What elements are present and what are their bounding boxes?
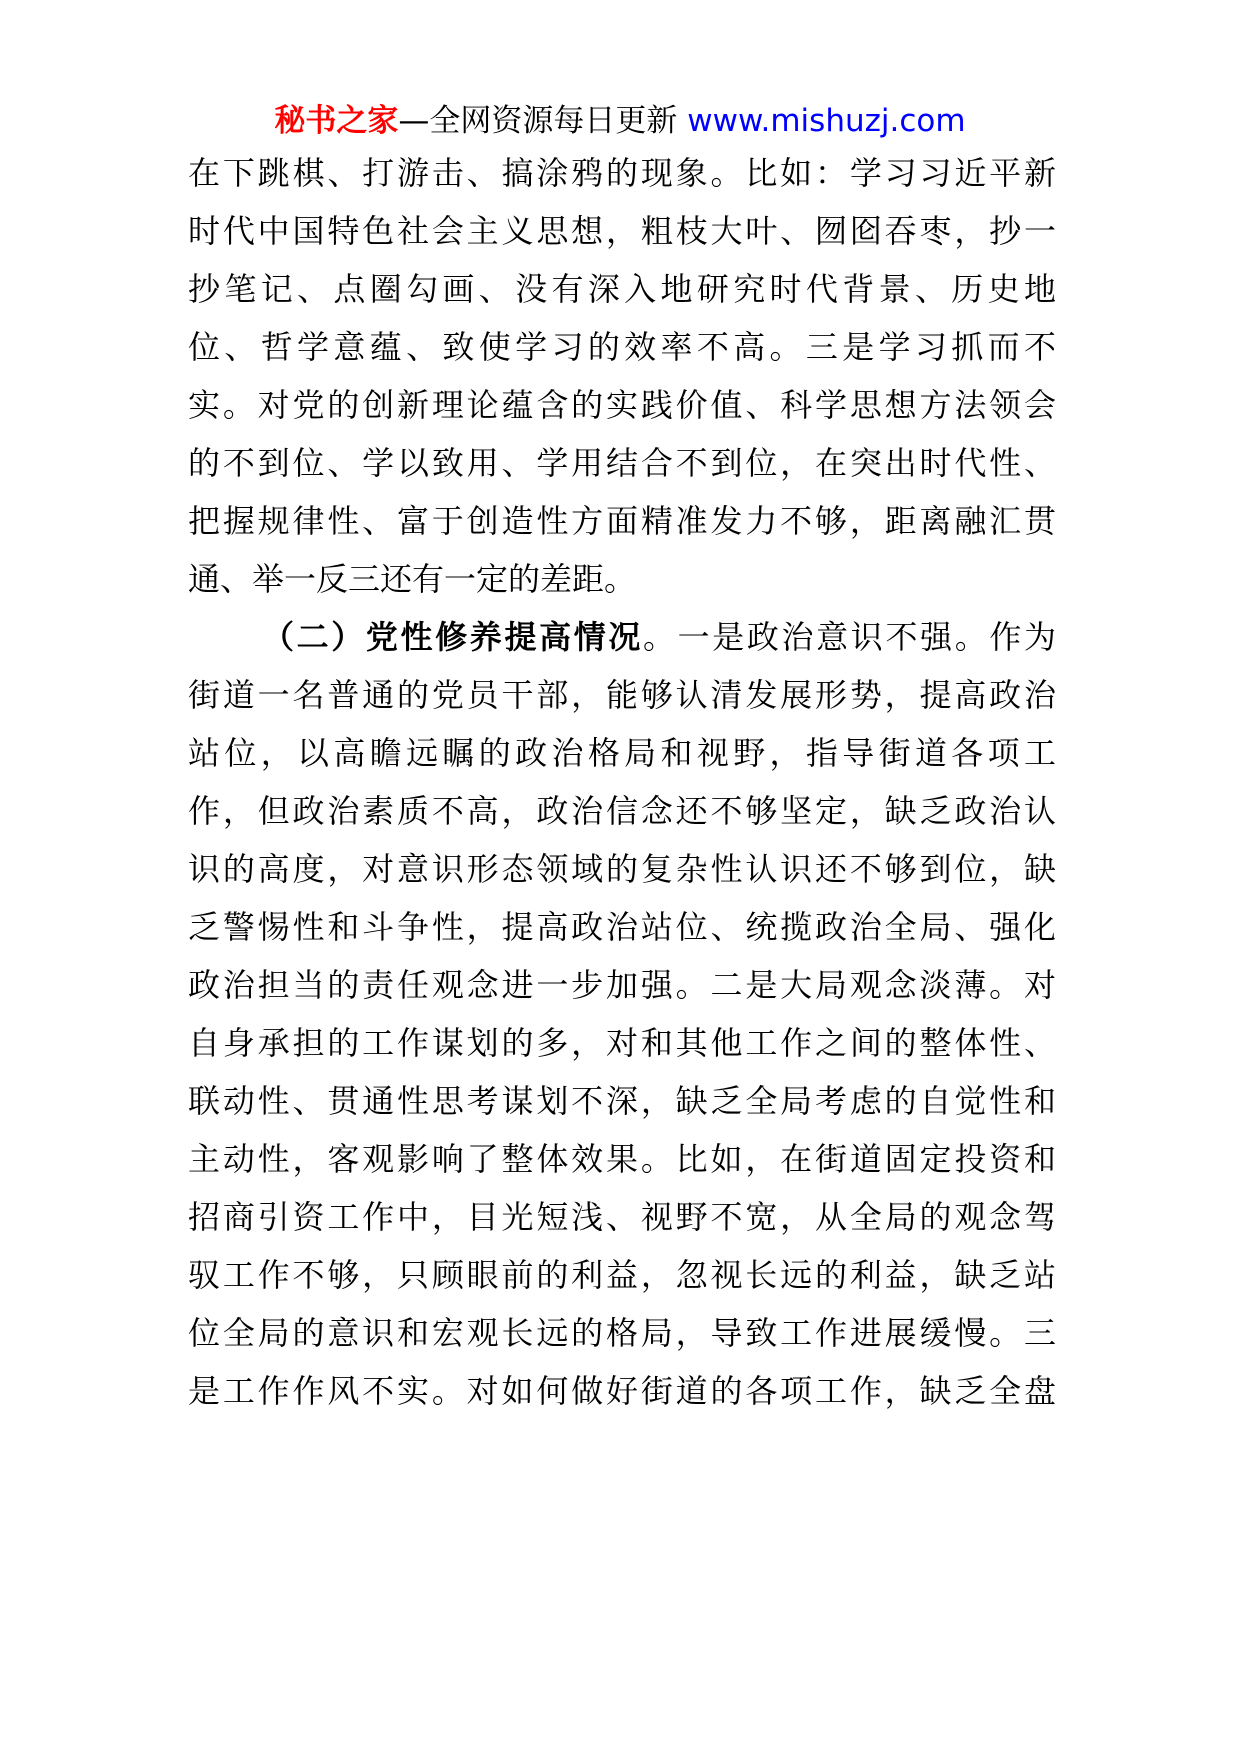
body-line-text: 时代中国特色社会主义思想，粗枝大叶、囫囵吞枣，抄一 bbox=[188, 212, 1056, 250]
body-line bbox=[0, 1243, 1240, 1307]
body-line bbox=[0, 315, 1240, 379]
section-2-first-line bbox=[0, 605, 1240, 669]
body-line bbox=[0, 1127, 1240, 1191]
body-line bbox=[0, 257, 1240, 321]
body-line-text: 把握规律性、富于创造性方面精准发力不够，距离融汇贯 bbox=[188, 502, 1056, 540]
body-line-text: 招商引资工作中，目光短浅、视野不宽，从全局的观念驾 bbox=[188, 1198, 1056, 1236]
body-line-text: 街道一名普通的党员干部，能够认清发展形势，提高政治 bbox=[188, 676, 1056, 714]
body-line bbox=[0, 489, 1240, 553]
header-slogan: —全网资源每日更新 bbox=[398, 103, 688, 139]
body-line-text: 作，但政治素质不高，政治信念还不够坚定，缺乏政治认 bbox=[188, 792, 1056, 830]
body-line bbox=[0, 547, 1240, 611]
body-line-text: 的不到位、学以致用、学用结合不到位，在突出时代性、 bbox=[188, 444, 1056, 482]
body-line bbox=[0, 373, 1240, 437]
body-line-text: 实。对党的创新理论蕴含的实践价值、科学思想方法领会 bbox=[188, 386, 1056, 424]
body-line bbox=[0, 431, 1240, 495]
body-line-text: 位、哲学意蕴、致使学习的效率不高。三是学习抓而不 bbox=[188, 328, 1056, 366]
body-line-text: 识的高度，对意识形态领域的复杂性认识还不够到位，缺 bbox=[188, 850, 1056, 888]
body-line bbox=[0, 1185, 1240, 1249]
body-line bbox=[0, 1011, 1240, 1075]
body-line bbox=[0, 953, 1240, 1017]
body-line-text: 自身承担的工作谋划的多，对和其他工作之间的整体性、 bbox=[188, 1024, 1056, 1062]
body-line-text: 主动性，客观影响了整体效果。比如，在街道固定投资和 bbox=[188, 1140, 1056, 1178]
body-line bbox=[0, 199, 1240, 263]
body-line-text: 位全局的意识和宏观长远的格局，导致工作进展缓慢。三 bbox=[188, 1314, 1056, 1352]
body-line bbox=[0, 663, 1240, 727]
page-header bbox=[0, 98, 1240, 144]
body-line-text: 联动性、贯通性思考谋划不深，缺乏全局考虑的自觉性和 bbox=[188, 1082, 1056, 1120]
header-brand: 秘书之家 bbox=[274, 103, 399, 139]
section-heading: （二）党性修养提高情况 bbox=[262, 618, 643, 656]
body-line-text: 通、举一反三还有一定的差距。 bbox=[188, 560, 637, 598]
body-line bbox=[0, 895, 1240, 959]
body-line-text: 是工作作风不实。对如何做好街道的各项工作，缺乏全盘 bbox=[188, 1372, 1056, 1410]
body-line bbox=[0, 779, 1240, 843]
body-line-text: 驭工作不够，只顾眼前的利益，忽视长远的利益，缺乏站 bbox=[188, 1256, 1056, 1294]
body-line bbox=[0, 1359, 1240, 1423]
body-line bbox=[0, 1069, 1240, 1133]
body-line-text: 乏警惕性和斗争性，提高政治站位、统揽政治全局、强化 bbox=[188, 908, 1056, 946]
body-line-text: 抄笔记、点圈勾画、没有深入地研究时代背景、历史地 bbox=[188, 270, 1056, 308]
section-first-line-text: 。一是政治意识不强。作为 bbox=[643, 618, 1056, 656]
body-line-text: 在下跳棋、打游击、搞涂鸦的现象。比如：学习习近平新 bbox=[188, 154, 1056, 192]
header-url[interactable]: www.mishuzj.com bbox=[687, 103, 966, 139]
body-line-text: 站位，以高瞻远瞩的政治格局和视野，指导街道各项工 bbox=[188, 734, 1056, 772]
body-line bbox=[0, 1301, 1240, 1365]
body-line bbox=[0, 141, 1240, 205]
body-line-text: 政治担当的责任观念进一步加强。二是大局观念淡薄。对 bbox=[188, 966, 1056, 1004]
body-line bbox=[0, 721, 1240, 785]
body-line bbox=[0, 837, 1240, 901]
